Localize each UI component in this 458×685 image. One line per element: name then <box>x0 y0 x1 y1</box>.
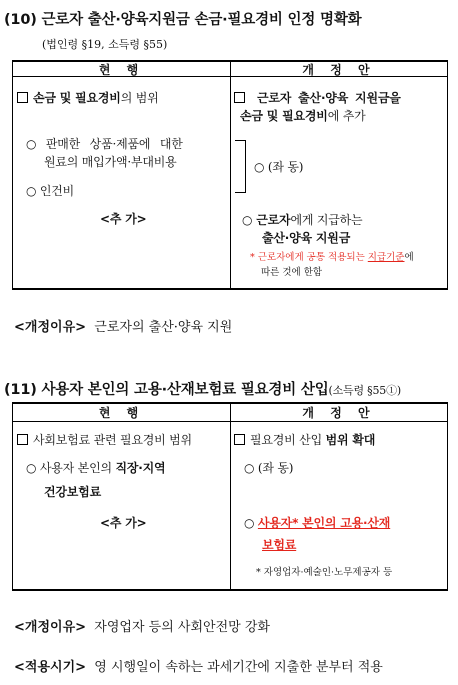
current-heading-2: 사회보험료 관련 필요경비 범위 <box>17 430 192 450</box>
current-add-placeholder-2: <추 가> <box>100 516 147 530</box>
section-title-2: (11) 사용자 본인의 고용·산재보험료 필요경비 산입(소득령 §55①) <box>4 382 401 398</box>
column-header-current-2: 현 행 <box>98 406 145 420</box>
checkbox-square-icon <box>234 434 245 445</box>
column-header-current: 현 행 <box>98 63 145 77</box>
section-reference: (법인령 §19, 소득령 §55) <box>42 38 168 51</box>
current-heading: 손금 및 필요경비의 범위 <box>17 88 159 108</box>
current-add-placeholder: <추 가> <box>100 212 147 226</box>
revised-item-2-line-1: ○ 사용자* 본인의 고용·산재 <box>244 516 391 530</box>
column-header-revised-2: 개 정 안 <box>302 406 376 420</box>
revised-same-as-left-2: ○ (좌 동) <box>244 461 294 475</box>
revised-footnote-2: * 자영업자·예술인·노무제공자 등 <box>256 567 393 578</box>
revision-reason-2: <개정이유> 자영업자 등의 사회안전망 강화 <box>14 620 270 635</box>
revised-heading-line-1: 근로자 출산·양육 지원금을 <box>234 88 401 108</box>
effective-date: <적용시기> 영 시행일이 속하는 과세기간에 지출한 분부터 적용 <box>14 660 383 675</box>
section-title: (10) 근로자 출산·양육지원금 손금·필요경비 인정 명확화 <box>4 12 362 28</box>
revised-footnote-line-2: 따른 것에 한함 <box>261 267 323 278</box>
current-item-1-line-2: 원료의 매입가액·부대비용 <box>44 155 177 169</box>
current-item-2-line-1: ○ 사용자 본인의 직장·지역 <box>26 461 166 475</box>
revision-reason: <개정이유> 근로자의 출산·양육 지원 <box>14 320 233 335</box>
revised-heading-line-2: 손금 및 필요경비에 추가 <box>240 109 366 123</box>
column-header-revised: 개 정 안 <box>302 63 376 77</box>
checkbox-square-icon <box>234 92 245 103</box>
revised-item-line-1: ○ 근로자에게 지급하는 <box>242 213 363 227</box>
revised-same-as-left: ○ (좌 동) <box>254 160 304 174</box>
revised-item-2-line-2: 보험료 <box>262 538 297 552</box>
revised-footnote-line-1: * 근로자에게 공통 적용되는 지급기준에 <box>250 252 414 263</box>
revised-item-line-2: 출산·양육 지원금 <box>262 231 351 245</box>
current-item-2: ○ 인건비 <box>26 184 75 198</box>
checkbox-square-icon <box>17 92 28 103</box>
current-item-1-line-1: ○ 판매한 상품·제품에 대한 <box>26 137 183 151</box>
revised-heading-2: 필요경비 산입 범위 확대 <box>234 430 375 450</box>
checkbox-square-icon <box>17 434 28 445</box>
current-item-2-line-2: 건강보험료 <box>44 485 101 499</box>
